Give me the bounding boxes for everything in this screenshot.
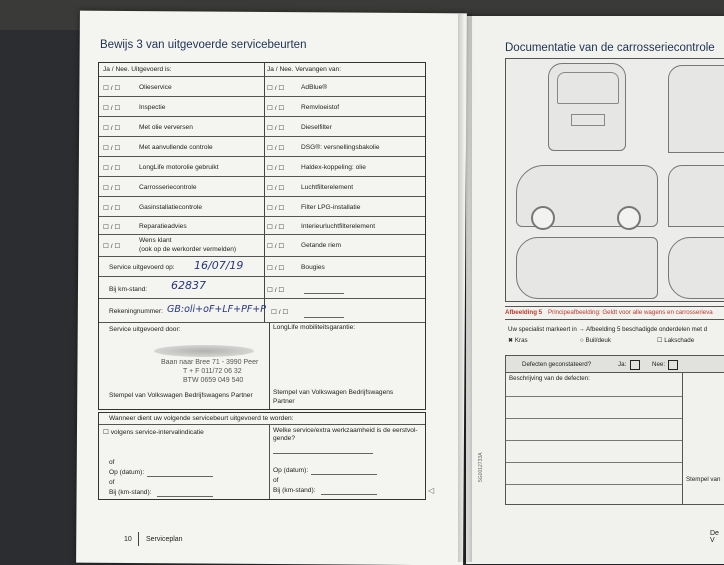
of-label: of	[273, 477, 279, 484]
footer-divider	[138, 532, 139, 546]
divider	[505, 306, 724, 307]
checkbox-pair[interactable]: ☐ / ☐	[267, 185, 285, 192]
item-label: Reparatieadvies	[139, 223, 187, 230]
table-row	[99, 77, 425, 97]
stamp-vat: BTW 0659 049 540	[183, 377, 244, 384]
item-label: Dieselfilter	[301, 124, 332, 131]
right-page-title: Documentatie van de carrosseriecontrole	[505, 42, 715, 54]
km-row	[99, 277, 425, 299]
table-row	[99, 177, 425, 197]
item-label: Met aanvullende controle	[139, 144, 213, 151]
legend-scratch: ✖ Kras	[508, 337, 528, 344]
grille	[571, 114, 605, 126]
checkbox-pair[interactable]: ☐ / ☐	[103, 185, 121, 192]
col-left-header: Ja / Nee. Uitgevoerd is:	[103, 66, 172, 73]
divider	[99, 424, 425, 425]
table-row	[99, 137, 425, 157]
checkbox-pair[interactable]: ☐ / ☐	[267, 105, 285, 112]
wish-sublabel: (ook op de werkorder vermelden)	[139, 246, 237, 253]
item-label: Filter LPG-installatie	[301, 204, 361, 211]
checkbox-pair[interactable]: ☐ / ☐	[271, 309, 289, 316]
van-front-view	[548, 63, 626, 151]
van-side-view-right	[668, 165, 724, 227]
checkbox-pair[interactable]: ☐ / ☐	[267, 265, 285, 272]
date-line[interactable]	[311, 474, 377, 475]
wheel-icon	[531, 206, 555, 230]
specialist-text: Uw specialist markeert in → Afbeelding 5 beschadigde onderdelen met d	[508, 326, 708, 333]
checkbox-pair[interactable]: ☐ / ☐	[267, 125, 285, 132]
checkbox-pair[interactable]: ☐ / ☐	[103, 224, 121, 231]
checkbox-pair[interactable]: ☐ / ☐	[267, 145, 285, 152]
table-row	[99, 197, 425, 217]
column-divider-lower	[269, 323, 270, 409]
item-label: Bougies	[301, 264, 325, 271]
checkbox-pair[interactable]: ☐ / ☐	[267, 243, 285, 250]
page-title: Bewijs 3 van uitgevoerde servicebeurten	[100, 39, 307, 51]
item-label: Gasinstallatiecontrole	[139, 204, 203, 211]
of-label: of	[109, 479, 115, 486]
km-line[interactable]	[321, 494, 377, 495]
stamp-label-right: Stempel van Volkswagen Bedrijfswagens	[273, 389, 394, 396]
date-label: Op (datum):	[273, 467, 309, 474]
checkbox-pair[interactable]: ☐ / ☐	[103, 125, 121, 132]
wheel-icon	[617, 206, 641, 230]
legend-paint: ☐ Lakschade	[657, 337, 695, 344]
table-row	[99, 97, 425, 117]
van-bottom-view	[668, 237, 724, 299]
blank-line	[304, 317, 344, 318]
blank-line	[273, 453, 373, 454]
van-side-view	[516, 165, 658, 227]
van-rear-view	[668, 65, 724, 153]
no-label: Nee:	[652, 361, 666, 368]
of-label: of	[109, 459, 115, 466]
stamp-label-right-2: Partner	[273, 398, 295, 405]
longlife-label: LongLife mobiliteitsgarantie:	[273, 324, 356, 331]
item-label: Remvloeistof	[301, 104, 340, 111]
divider	[505, 319, 724, 320]
invoice-label: Rekeningnummer:	[109, 308, 163, 315]
table-header-row	[99, 63, 425, 77]
checkbox-pair[interactable]: ☐ / ☐	[267, 224, 285, 231]
item-label: Olieservice	[139, 84, 172, 91]
legend-dent: ○ Buil/deuk	[580, 337, 611, 344]
divider	[269, 424, 270, 499]
service-date-row	[99, 257, 425, 277]
item-label: DSG®: versnellingsbakolie	[301, 144, 380, 151]
service-date-label: Service uitgevoerd op:	[109, 264, 175, 271]
stamp-label: Stempel van	[686, 476, 721, 483]
item-label: Interieurluchtfilterelement	[301, 223, 376, 230]
checkbox-pair[interactable]: ☐ / ☐	[103, 165, 121, 172]
next-question: Welke service/extra werkzaamheid is de eerstvol-	[273, 427, 418, 434]
windshield	[557, 72, 619, 104]
line	[506, 440, 682, 441]
item-label: Carrosseriecontrole	[139, 184, 197, 191]
table-row	[99, 157, 425, 177]
table-row	[99, 217, 425, 235]
item-label: Getande riem	[301, 242, 341, 249]
description-label: Beschrijving van de defecten:	[509, 375, 590, 382]
service-table	[98, 62, 426, 410]
checkbox-pair[interactable]: ☐ / ☐	[103, 243, 121, 250]
checkbox-pair[interactable]: ☐ / ☐	[103, 205, 121, 212]
defects-table	[505, 355, 724, 505]
stamp-logo	[154, 345, 254, 357]
arrow-icon: ◁	[428, 486, 435, 495]
stamp-phone: T + F 011/72 06 32	[183, 368, 242, 375]
line	[506, 418, 682, 419]
item-label: Luchtfilterelement	[301, 184, 354, 191]
service-by-label: Service uitgevoerd door:	[109, 326, 181, 333]
checkbox-pair[interactable]: ☐ / ☐	[103, 105, 121, 112]
book-gutter	[458, 14, 472, 562]
footer-label: Serviceplan	[146, 536, 183, 543]
checkbox-pair[interactable]: ☐ / ☐	[267, 165, 285, 172]
figure-caption: Principeafbeelding: Geldt voor alle wagens en carrosserieva	[548, 309, 713, 316]
km-line[interactable]	[157, 496, 213, 497]
invoice-value[interactable]: GB:oli+oF+LF+PF+P	[167, 304, 266, 315]
yes-label: Ja:	[618, 361, 627, 368]
line	[506, 484, 682, 485]
invoice-row	[99, 299, 425, 323]
next-service-header: Wanneer dient uw volgende servicebeurt uitgevoerd te worden:	[109, 415, 294, 422]
defects-label: Defecten geconstateerd?	[522, 361, 592, 368]
figure-caption-label: Afbeelding 5	[505, 309, 543, 316]
km-label: Bij (km-stand):	[109, 489, 152, 496]
table-row	[99, 235, 425, 257]
service-date-value[interactable]: 16/07/19	[194, 259, 244, 272]
checkbox-pair[interactable]: ☐ / ☐	[267, 85, 285, 92]
blank-line	[304, 293, 344, 294]
item-label: Inspectie	[139, 104, 166, 111]
next-service-box	[98, 412, 426, 500]
km-label: Bij km-stand:	[109, 286, 148, 293]
km-value[interactable]: 62837	[171, 279, 206, 292]
document-code: 5G0012733A	[478, 452, 484, 482]
date-line[interactable]	[147, 476, 213, 477]
item-label: LongLife motorolie gebruikt	[139, 164, 219, 171]
col-right-header: Ja / Nee. Vervangen van:	[267, 66, 342, 73]
no-checkbox[interactable]	[668, 360, 678, 370]
right-footer: De V	[710, 530, 719, 544]
van-top-view	[516, 237, 658, 299]
wish-label: Wens klant	[139, 237, 172, 244]
column-divider	[682, 372, 683, 504]
line	[506, 462, 682, 463]
checkbox-pair[interactable]: ☐ / ☐	[267, 287, 285, 294]
km-label: Bij (km-stand):	[273, 487, 316, 494]
line	[506, 396, 682, 397]
interval-option[interactable]: ☐ volgens service-intervalindicatie	[103, 429, 204, 436]
checkbox-pair[interactable]: ☐ / ☐	[267, 205, 285, 212]
date-label: Op (datum):	[109, 469, 145, 476]
stamp-address: Baan naar Bree 71 - 3990 Peer	[161, 359, 259, 366]
table-row	[99, 117, 425, 137]
stamp-label-left: Stempel van Volkswagen Bedrijfswagens Partner	[109, 392, 253, 399]
item-label: Haldex-koppeling: olie	[301, 164, 366, 171]
item-label: AdBlue®	[301, 84, 328, 91]
next-question-2: gende?	[273, 435, 296, 442]
item-label: Met olie verversen	[139, 124, 193, 131]
checkbox-pair[interactable]: ☐ / ☐	[103, 85, 121, 92]
yes-checkbox[interactable]	[630, 360, 640, 370]
body-diagram	[505, 58, 724, 302]
page-number: 10	[124, 536, 132, 543]
checkbox-pair[interactable]: ☐ / ☐	[103, 145, 121, 152]
